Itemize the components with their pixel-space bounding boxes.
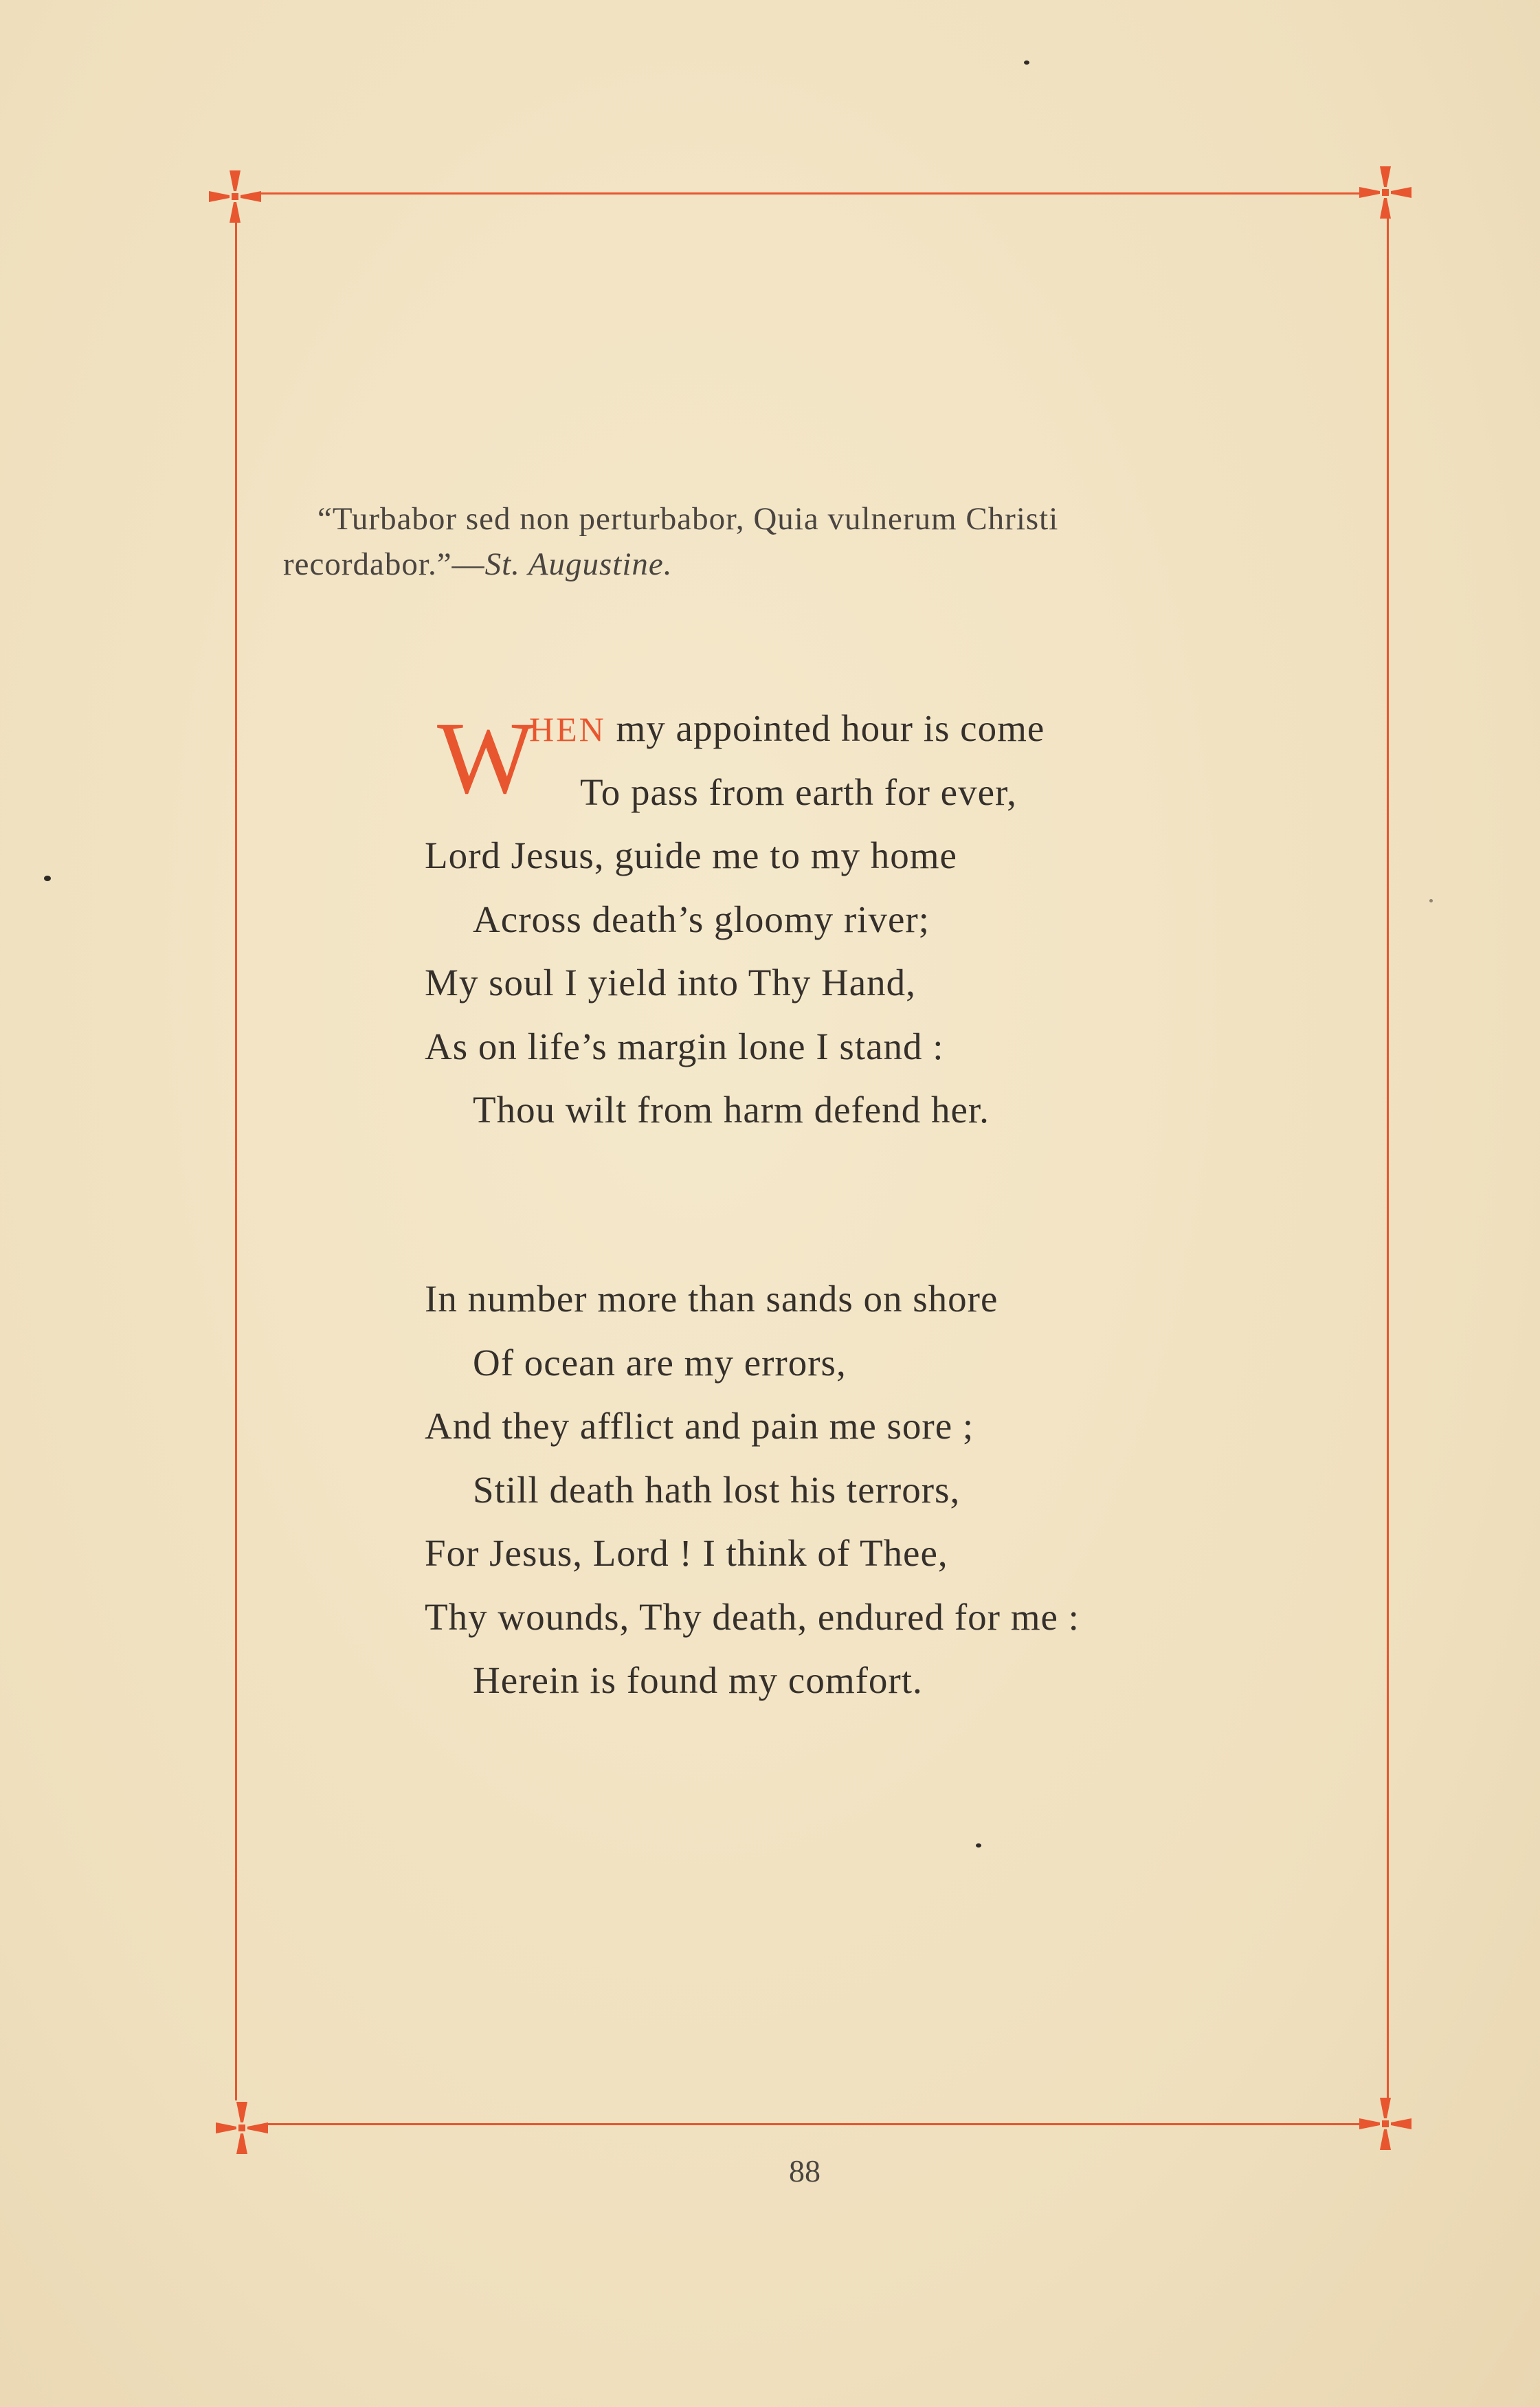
verse-line: Of ocean are my errors, [473,1341,847,1384]
drop-cap: W [437,701,535,815]
frame-left-line [235,217,237,2100]
verse-line: Across death’s gloomy river; [473,898,930,940]
frame-top-line [260,192,1362,195]
paper-speck [1024,60,1029,65]
page-number: 88 [789,2153,821,2188]
verse-line-text: my appointed hour is come [605,707,1045,749]
epigraph-line-2-text: recordabor.”— [283,546,485,582]
first-word-caps: HEN [529,710,606,748]
epigraph-attribution: St. Augustine. [484,546,673,582]
paper-speck [976,1843,981,1848]
verse-line: In number more than sands on shore [425,1278,998,1320]
corner-cross-bottom-left-icon [216,2102,268,2154]
corner-cross-top-left-icon [209,170,261,223]
verse-line: And they afflict and pain me sore ; [425,1405,974,1447]
verse-line: Lord Jesus, guide me to my home [425,834,957,876]
verse-line: To pass from earth for ever, [580,770,1017,813]
verse-line: For Jesus, Lord ! I think of Thee, [425,1532,948,1574]
verse-line [425,697,1045,761]
corner-cross-top-right-icon [1359,166,1411,219]
frame-bottom-line [267,2123,1362,2125]
stanza-2 [425,1267,1080,1713]
verse-line: Thou wilt from harm defend her. [473,1089,990,1131]
epigraph-line-2 [283,542,1328,587]
epigraph [283,496,1328,587]
epigraph-line-1: “Turbabor sed non perturbabor, Quia vulnerum Christi [317,501,1059,537]
corner-cross-bottom-right-icon [1359,2098,1411,2150]
verse-line: Herein is found my comfort. [473,1659,923,1701]
verse-line: My soul I yield into Thy Hand, [425,962,916,1003]
verse-line: Still death hath lost his terrors, [473,1468,961,1511]
paper-speck [1429,899,1433,902]
verse-line: As on life’s margin lone I stand : [425,1025,944,1067]
frame-right-line [1387,217,1389,2099]
stanza-1 [425,697,1045,1142]
verse-line: Thy wounds, Thy death, endured for me : [425,1595,1080,1638]
paper-speck [44,876,51,881]
